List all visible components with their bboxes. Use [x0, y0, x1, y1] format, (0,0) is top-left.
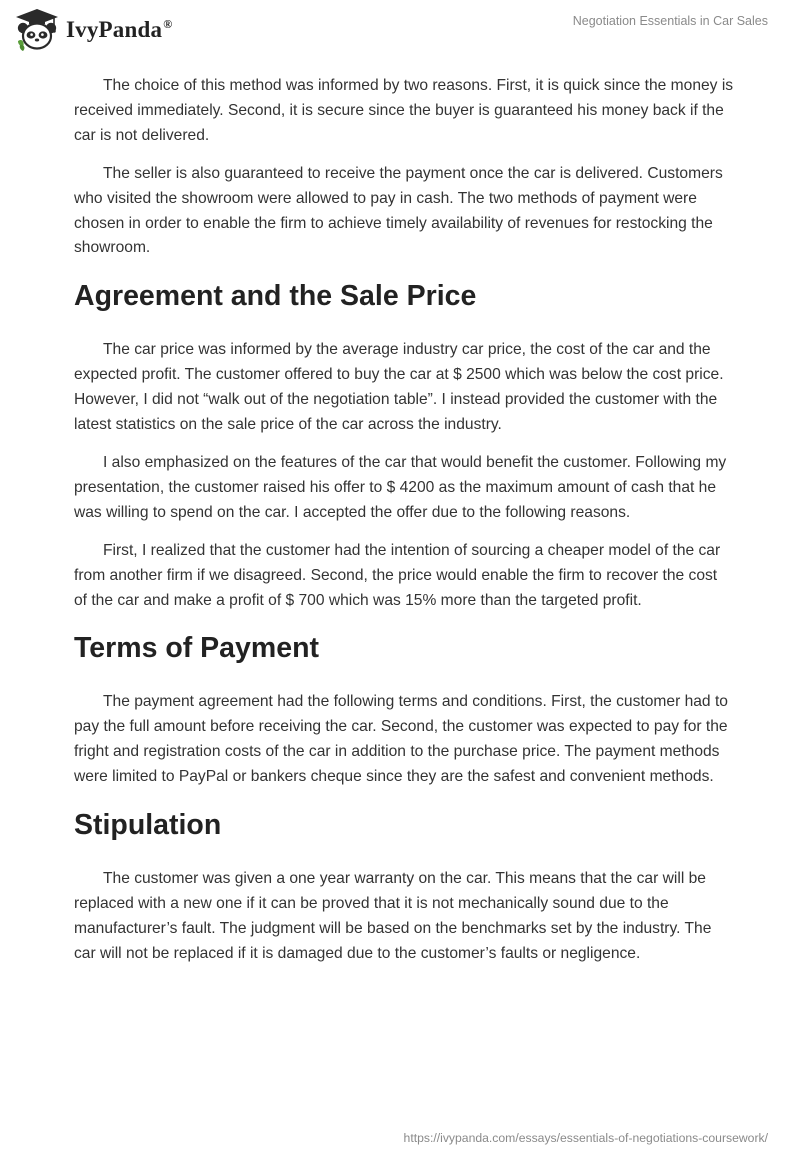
source-url[interactable]: https://ivypanda.com/essays/essentials-of-negotiations-coursework/ — [403, 1131, 768, 1145]
paragraph: The customer was given a one year warranty on the car. This means that the car will be replaced with a new one if it can be proved that it is not mechanically sound due to the manufacturer’s fault. The judgment will be based on the benchmarks set by the industry. The car will not be replaced if it is damaged due to the customer’s faults or negligence. — [74, 870, 712, 962]
panda-graduate-icon — [14, 8, 60, 52]
section-heading-terms-of-payment: Terms of Payment — [74, 632, 319, 665]
paragraph: The seller is also guaranteed to receive the payment once the car is delivered. Customers who visited the showroom were allowed to pay in cash. The two methods of payment were chosen in order to enable the firm to achieve timely availability of revenues for restocking the showroom. — [74, 164, 723, 257]
section-heading-stipulation: Stipulation — [74, 809, 222, 842]
logo-wordmark — [66, 17, 172, 43]
section-heading-agreement: Agreement and the Sale Price — [74, 280, 477, 313]
logo-text: IvyPanda — [66, 17, 163, 42]
paragraph: First, I realized that the customer had the intention of sourcing a cheaper model of the car from another firm if we disagreed. Second, the price would enable the firm to recover the cost of the car and make a profit of $ 700 which was 15% more than the targeted profit. — [74, 541, 721, 609]
essay-body — [74, 74, 734, 980]
paragraph: The payment agreement had the following terms and conditions. First, the customer had to pay the full amount before receiving the car. Second, the customer was expected to pay for the fright and registration costs of the car in addition to the purchase price. The payment methods were limited to PayPal or bankers cheque since they are the safest and convenient methods. — [74, 693, 728, 786]
registered-mark: ® — [163, 17, 173, 31]
paragraph: The car price was informed by the average industry car price, the cost of the car and the expected profit. The customer offered to buy the car at $ 2500 which was below the cost price. However, I did not “walk out of the negotiation table”. I instead provided the customer with the latest statistics on the sale price of the car across the industry. — [74, 341, 724, 434]
paragraph: The choice of this method was informed by two reasons. First, it is quick since the money is received immediately. Second, it is secure since the buyer is guaranteed his money back if the car is not delivered. — [74, 77, 734, 144]
paragraph: I also emphasized on the features of the car that would benefit the customer. Following my presentation, the customer raised his offer to $ 4200 as the maximum amount of cash that he was willing to spend on the car. I accepted the offer due to the following reasons. — [74, 453, 727, 521]
document-title: Negotiation Essentials in Car Sales — [572, 14, 768, 28]
ivypanda-logo[interactable] — [14, 8, 172, 52]
page-header — [0, 0, 800, 60]
